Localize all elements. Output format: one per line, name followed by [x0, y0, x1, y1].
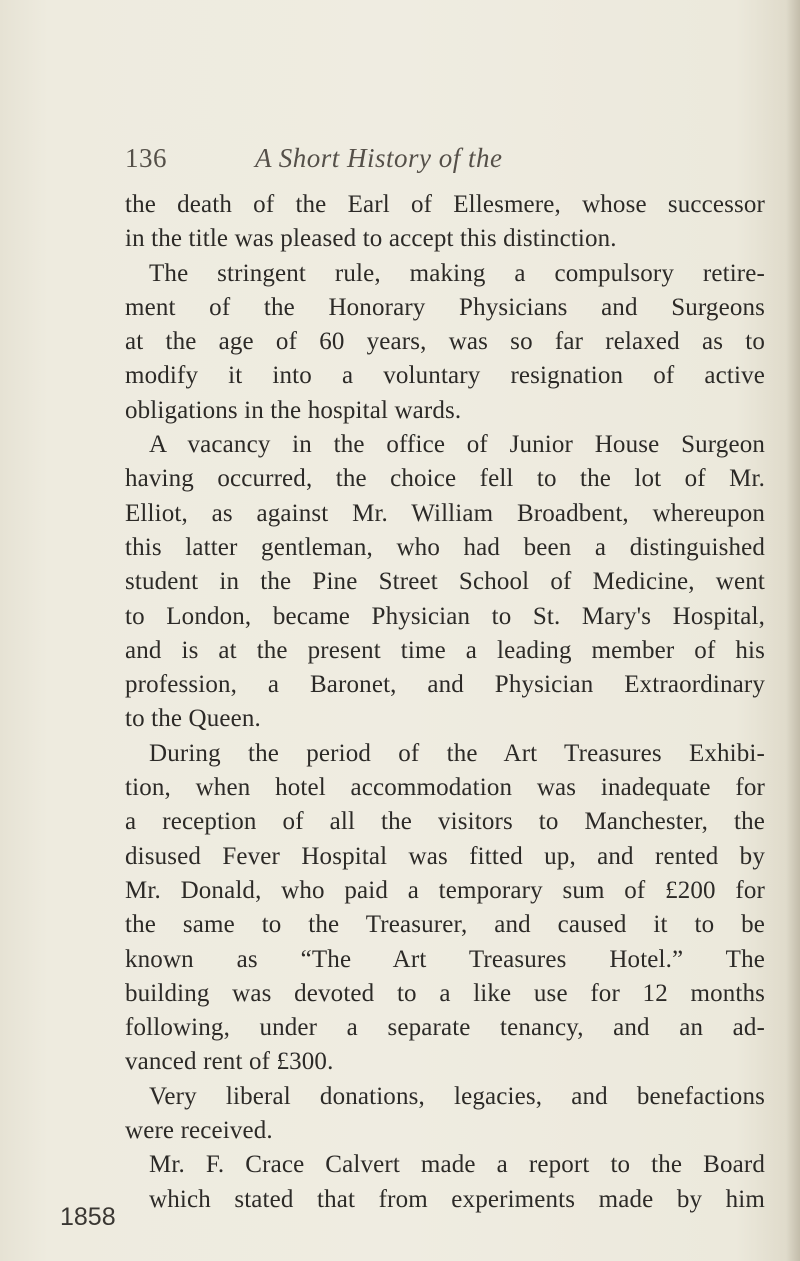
- text-line: to the Queen.: [125, 705, 261, 733]
- text-line: student in the Pine Street School of Medicine, went: [125, 568, 765, 596]
- text-line: The stringent rule, making a compulsory retire-: [149, 259, 765, 287]
- text-line: profession, a Baronet, and Physician Extraordinary: [125, 671, 765, 699]
- running-title: A Short History of the: [255, 143, 503, 173]
- margin-year-note: 1858: [60, 1203, 116, 1231]
- text-line: known as “The Art Treasures Hotel.” The: [125, 945, 765, 973]
- text-line: Very liberal donations, legacies, and benefactions: [149, 1082, 765, 1110]
- text-line: vanced rent of £300.: [125, 1048, 334, 1076]
- text-line: the death of the Earl of Ellesmere, whose successor: [125, 191, 765, 218]
- text-line: at the age of 60 years, was so far relaxed as to: [125, 328, 765, 356]
- text-line: a reception of all the visitors to Manchester, the: [125, 808, 765, 836]
- page-edge-shadow: [786, 0, 800, 1261]
- running-head: [125, 143, 765, 183]
- text-line: following, under a separate tenancy, and an ad-: [125, 1014, 765, 1042]
- text-line: in the title was pleased to accept this distinction.: [125, 225, 617, 253]
- text-line: ment of the Honorary Physicians and Surgeons: [125, 293, 765, 321]
- text-line: modify it into a voluntary resignation of active: [125, 362, 765, 390]
- text-line: obligations in the hospital wards.: [125, 396, 462, 424]
- text-line: Elliot, as against Mr. William Broadbent, whereupon: [125, 499, 765, 527]
- text-line: having occurred, the choice fell to the lot of Mr.: [125, 465, 765, 493]
- text-line: A vacancy in the office of Junior House Surgeon: [149, 431, 765, 459]
- text-line: this latter gentleman, who had been a distinguished: [125, 533, 765, 561]
- text-line: were received.: [125, 1117, 273, 1145]
- text-line: tion, when hotel accommodation was inadequate for: [125, 774, 765, 802]
- text-line: disused Fever Hospital was fitted up, and rented by: [125, 842, 765, 870]
- text-line: During the period of the Art Treasures Exhibi-: [149, 739, 765, 767]
- text-line: building was devoted to a like use for 12 months: [125, 979, 765, 1007]
- body-text: [125, 188, 765, 1217]
- page-number: 136: [125, 143, 167, 173]
- text-line: the same to the Treasurer, and caused it to be: [125, 911, 765, 939]
- text-line: to London, became Physician to St. Mary's Hospital,: [125, 602, 765, 630]
- text-line: and is at the present time a leading member of his: [125, 636, 765, 664]
- text-line: Mr. Donald, who paid a temporary sum of £200 for: [125, 876, 765, 904]
- text-line: Mr. F. Crace Calvert made a report to the Board: [149, 1151, 765, 1179]
- text-line: which stated that from experiments made by him: [149, 1185, 765, 1213]
